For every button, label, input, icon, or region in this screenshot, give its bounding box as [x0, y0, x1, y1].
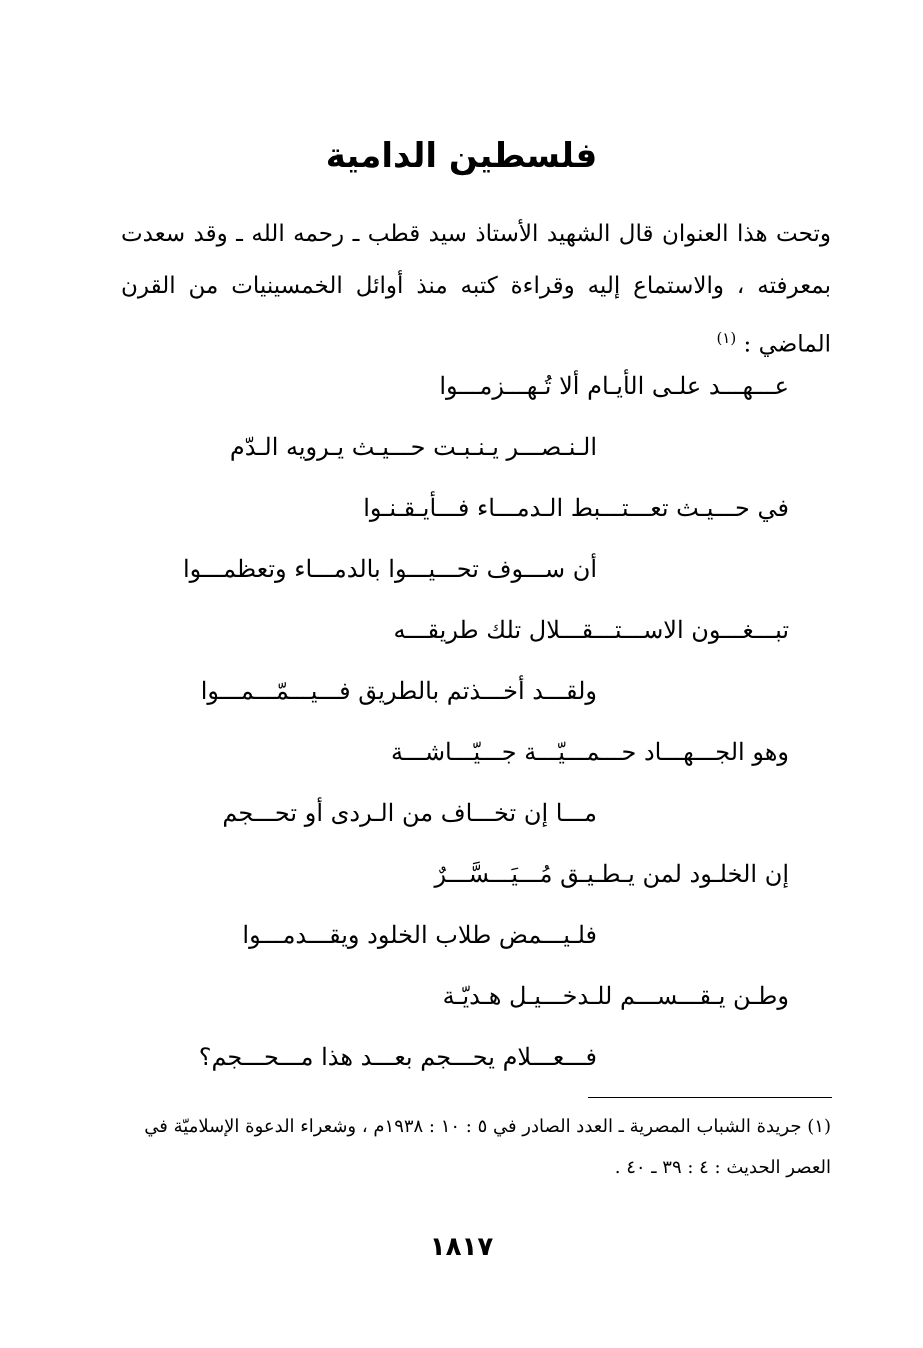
page-number: ١٨١٧ — [429, 1232, 494, 1262]
verse-line: وطـن يـقـــســـم للـدخـــيـل هـديّـة — [442, 982, 789, 1010]
page-title: فلسطين الدامية — [325, 136, 598, 176]
verse-line: الـنـصـــر يـنـبـت حـــيـث يـرويه الـدّم — [229, 433, 597, 461]
verse-line: تبـــغـــون الاســـتـــقـــلال تلك طريقـــه — [393, 616, 789, 644]
verse-line: إن الخلـود لمن يـطـيـق مُـــيَـــسَّـــرٌ — [434, 860, 789, 888]
footnote — [121, 1106, 831, 1188]
verse-line: مـــا إن تخـــاف من الـردى أو تحـــجم — [222, 799, 597, 827]
verse-line: فـــعـــلام يحـــجم بعـــد هذا مـــحـــجم؟ — [198, 1043, 597, 1071]
footnote-divider — [588, 1097, 832, 1098]
verse-line: أن ســـوف تحـــيـــوا بالدمـــاء وتعظمـــوا — [183, 555, 597, 583]
footnote-reference: (١) — [716, 329, 737, 347]
footnote-line-2: العصر الحديث : ٤ : ٣٩ ـ ٤٠ . — [614, 1157, 831, 1178]
verse-line: عـــهـــد علـى الأيـام ألا تُـهـــزمـــوا — [439, 372, 789, 400]
intro-text: وتحت هذا العنوان قال الشهيد الأستاذ سيد قطب ـ رحمه الله ـ وقد سعدت بمعرفته ، والاستماع إليه وقراءة كتبه منذ أوائل الخمسينيات من القرن الماضي : — [121, 221, 831, 358]
intro-paragraph — [121, 208, 831, 371]
footnote-line-1: (١) جريدة الشباب المصرية ـ العدد الصادر في ٥ : ١٠ : ١٩٣٨م ، وشعراء الدعوة الإسلاميّة في — [144, 1116, 831, 1137]
verse-line: وهو الجـــهـــاد حـــمـــيّـــة جـــيّـــاشـــة — [390, 738, 789, 766]
verse-line: فلـيـــمض طلاب الخلود ويقـــدمـــوا — [242, 921, 597, 949]
verse-line: ولقـــد أخـــذتم بالطريق فـــيـــمّـــمـــوا — [200, 677, 597, 705]
verse-line: في حـــيـث تعـــتـــبط الـدمـــاء فـــأيـقـنـوا — [363, 494, 789, 522]
